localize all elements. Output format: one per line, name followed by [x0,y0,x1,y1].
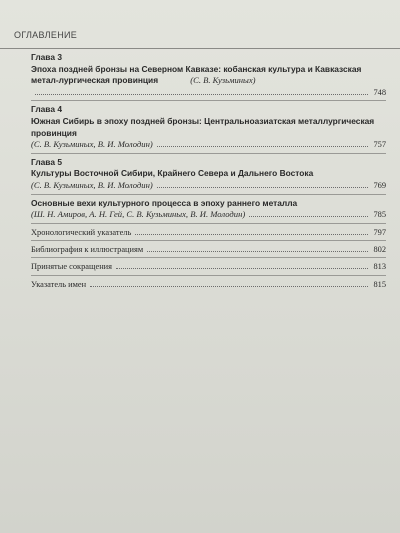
separator [31,275,386,276]
appendix-label: Библиография к иллюстрациям [31,245,144,255]
page-number: 802 [373,245,386,255]
chapter-title: Культуры Восточной Сибири, Крайнего Севера и Дальнего Востока [31,168,314,179]
toc-entry-bibliography [31,244,386,255]
chapter-title: Южная Сибирь в эпоху поздней бронзы: Центральноазиатская металлургическая провинция [31,115,375,138]
leader-dots [90,286,368,287]
page-number: 757 [373,140,386,150]
leader-dots [135,234,368,235]
toc-entry-chapter-3 [31,52,386,98]
leader-dots [116,268,368,269]
toc-entry-final [31,198,386,221]
separator [31,223,386,224]
chapter-title: Основные вехи культурного процесса в эпоху раннего металла [31,197,298,208]
table-of-contents [31,52,386,290]
chapter-label: Глава 4 [31,104,62,115]
toc-entry-chapter-5 [31,157,386,192]
page-header: ОГЛАВЛЕНИЕ [14,30,78,40]
appendix-label: Указатель имен [31,279,87,289]
separator [31,194,386,195]
chapter-label: Глава 3 [31,52,62,62]
page-number: 748 [373,87,386,97]
separator [31,153,386,154]
page-number: 797 [373,227,386,237]
page-number: 815 [373,279,386,289]
page-number: 769 [373,180,386,190]
chapter-label: Глава 5 [31,156,62,167]
toc-entry-name-index [31,279,386,290]
leader-dots [147,251,368,252]
appendix-label: Хронологический указатель [31,227,132,237]
separator [31,240,386,241]
chapter-authors: (С. В. Кузьминых, В. И. Молодин) [31,139,153,150]
chapter-authors: (С. В. Кузьминых) [190,75,256,86]
toc-entry-abbreviations [31,261,386,272]
chapter-title: Эпоха поздней бронзы на Северном Кавказе: кобанская культура и Кавказская метал-лургическая провинция [31,63,362,86]
toc-entry-chronology [31,227,386,238]
page-number: 813 [373,262,386,272]
separator [31,257,386,258]
appendix-label: Принятые сокращения [31,262,113,272]
chapter-authors: (С. В. Кузьминых, В. И. Молодин) [31,179,153,190]
header-rule [0,48,400,49]
chapter-authors: (Ш. Н. Амиров, А. Н. Гей, С. В. Кузьминых, В. И. Молодин) [31,209,246,220]
leader-dots [35,94,368,95]
separator [31,100,386,101]
page-number: 785 [373,210,386,220]
toc-entry-chapter-4 [31,104,386,150]
leader-dots [157,187,368,188]
leader-dots [249,216,368,217]
leader-dots [157,146,368,147]
